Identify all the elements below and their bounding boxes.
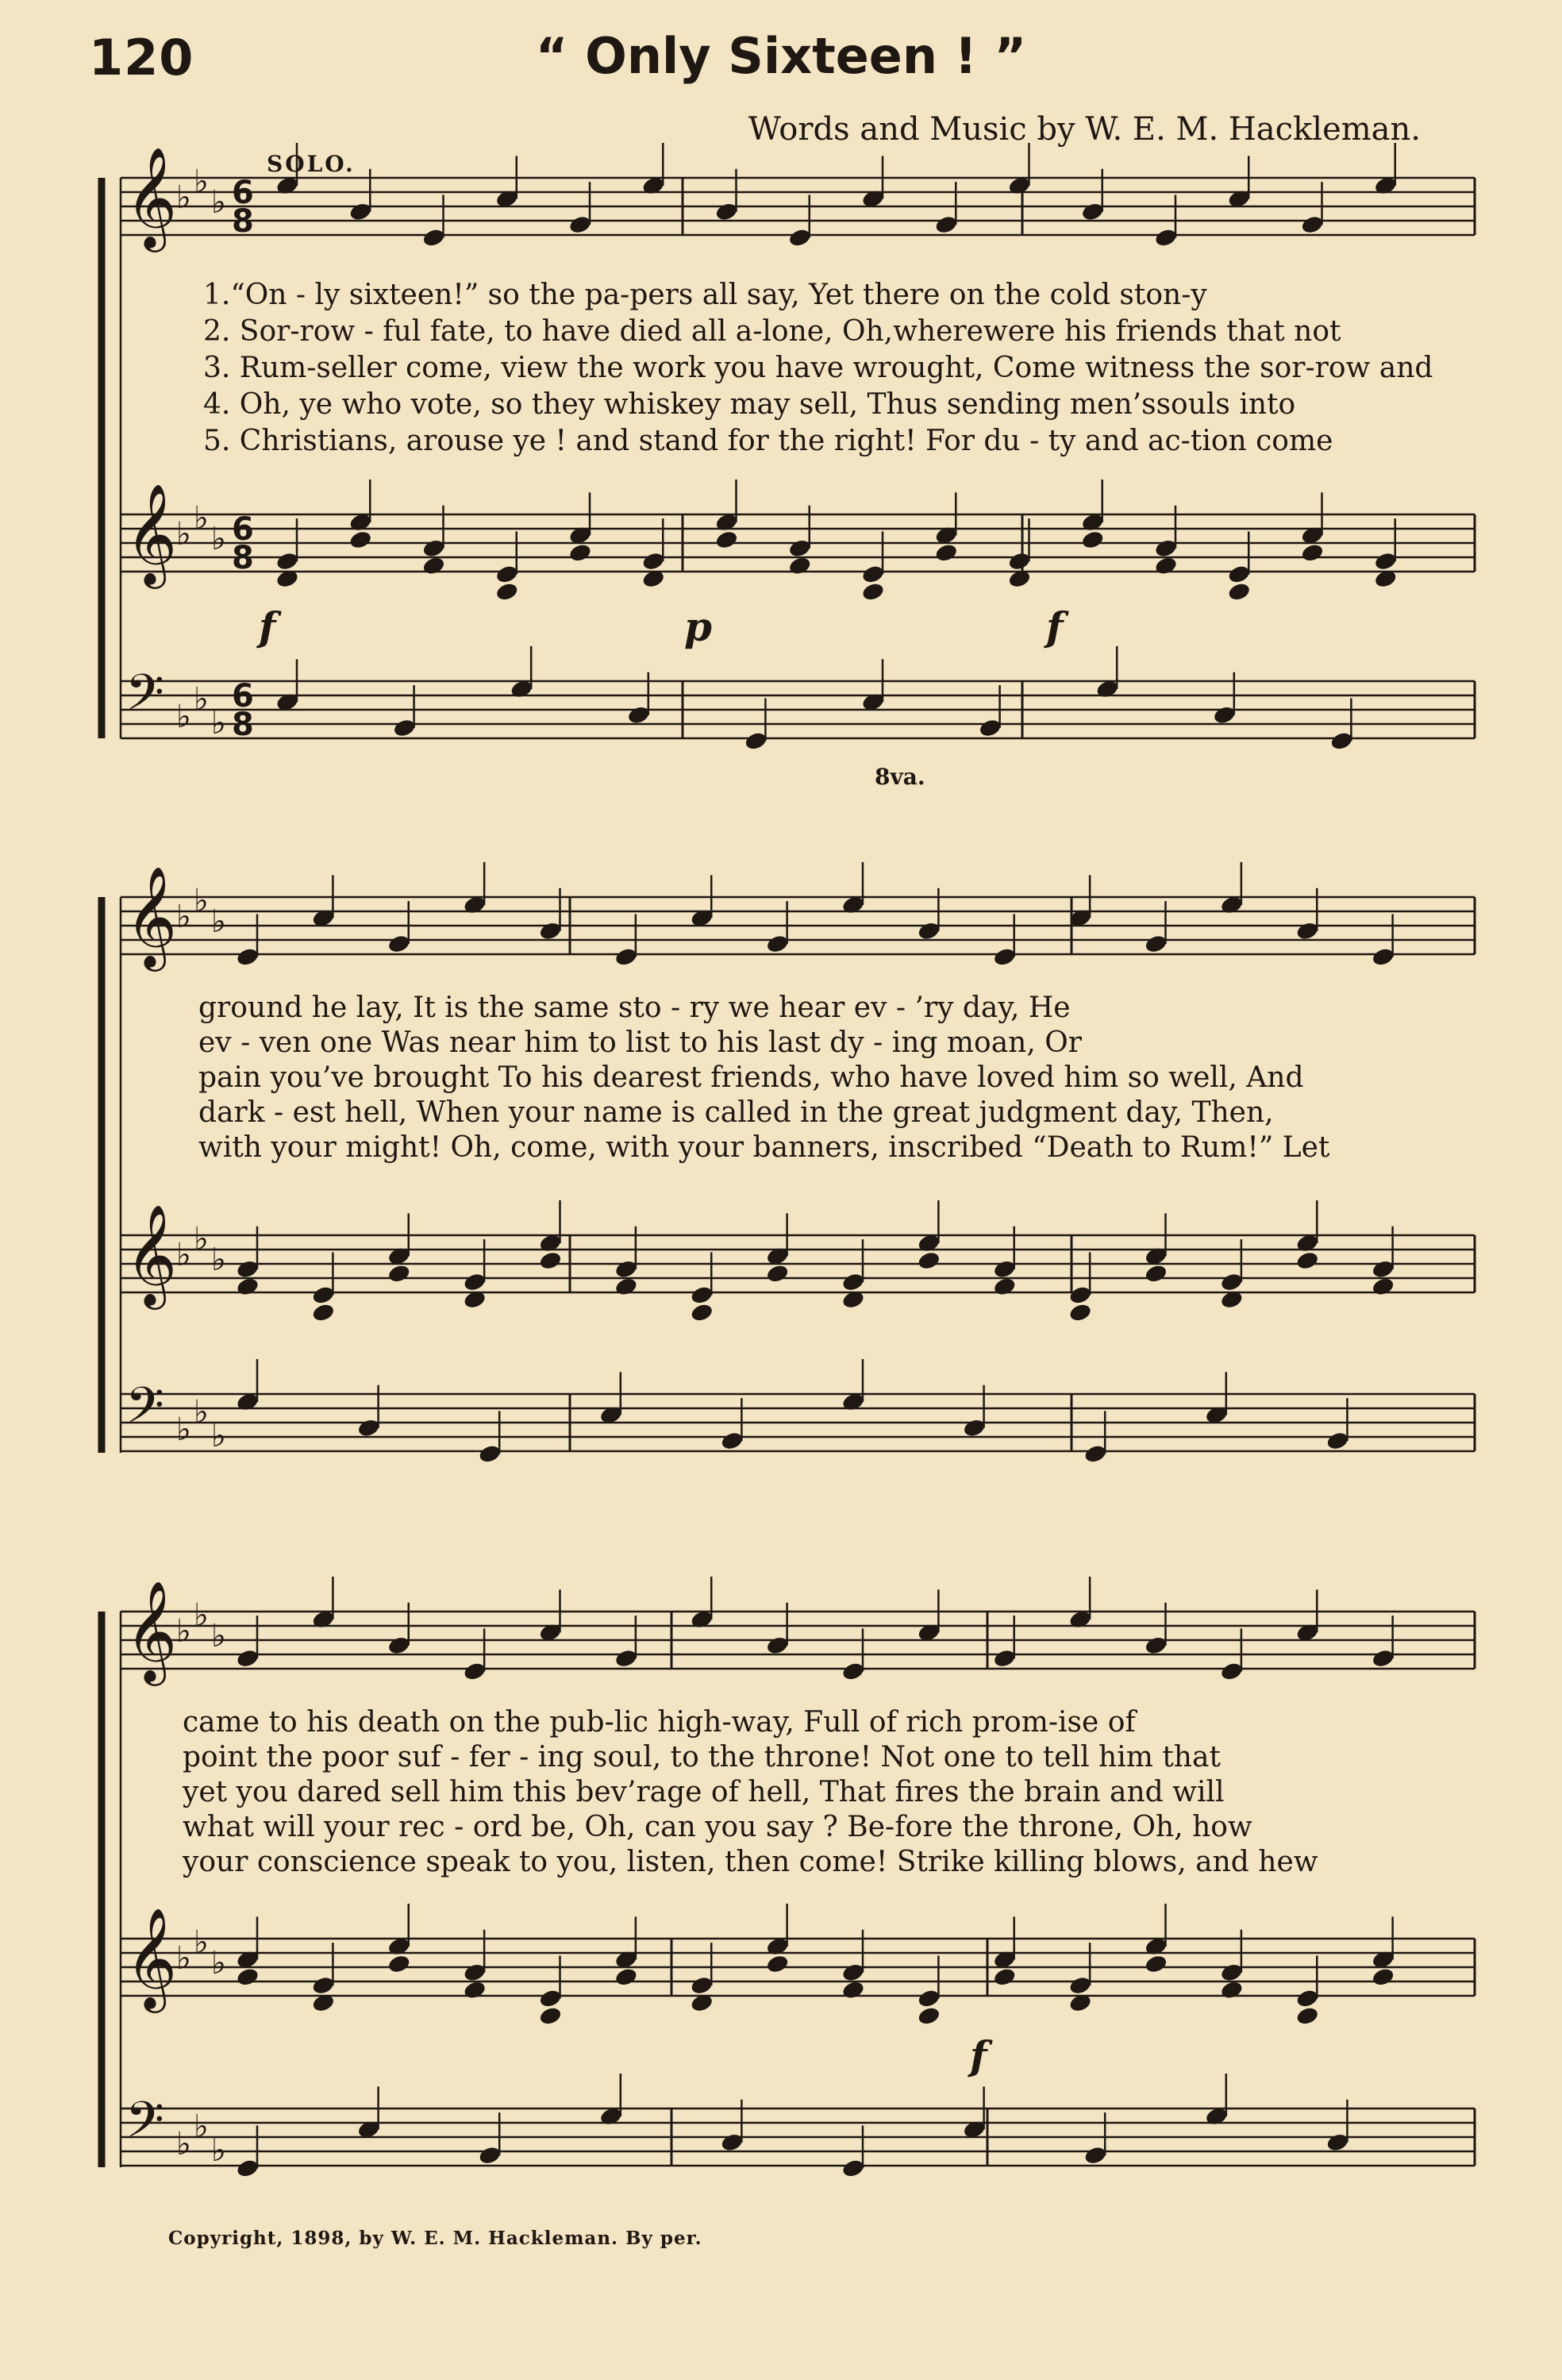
lyric-verse-2: point the poor suf - fer - ing soul, to the throne! Not one to tell him that [183,1741,1221,1773]
note-head [917,1250,941,1271]
flat-icon: ♭ [211,1242,226,1278]
note-head [568,542,593,563]
note-head [765,1263,790,1284]
lyric-verse-5: your conscience speak to you, listen, then come! Strike killing blows, and hew [183,1846,1318,1878]
note-head [236,1966,260,1987]
flat-icon: ♭ [194,500,209,537]
note-head [992,1966,1017,1987]
flat-icon: ♭ [211,184,226,221]
note-head [714,530,739,550]
note-head [494,581,519,602]
flat-icon: ♭ [176,1940,191,1977]
note-head [690,1302,714,1323]
time-signature: 6 [232,175,254,211]
note-head [538,1250,563,1271]
flat-icon: ♭ [211,521,226,557]
flat-icon: ♭ [176,699,191,735]
bass-clef-icon: 𝄢 [125,663,164,734]
note-head [387,1263,411,1284]
flat-icon: ♭ [194,1394,209,1431]
lyric-verse-5: 5. Christians, arouse ye ! and stand for the right! For du - ty and ac-tion come [203,425,1333,457]
composer-credit: Words and Music by W. E. M. Hackleman. [748,111,1421,148]
flat-icon: ♭ [194,1597,209,1634]
time-signature: 8 [232,203,254,240]
lyric-verse-4: 4. Oh, ye who vote, so they whiskey may sell, Thus sending men’ssouls into [203,388,1296,421]
note-head [861,581,886,602]
note-head [1080,530,1105,550]
flat-icon: ♭ [194,1924,209,1961]
treble-clef-icon: 𝄞 [125,483,178,584]
note-head [463,1980,487,2001]
flat-icon: ♭ [176,1613,191,1650]
lyric-verse-3: 3. Rum-seller come, view the work you have wrought, Come witness the sor-row and [203,352,1433,384]
note-head [348,530,373,550]
flat-icon: ♭ [211,705,226,741]
lyric-verse-5: with your might! Oh, come, with your banners, inscribed “Death to Rum!” Let [198,1131,1330,1164]
time-signature: 6 [232,678,254,714]
lyric-verse-1: 1.“On - ly sixteen!” so the pa-pers all say, Yet there on the cold ston-y [203,279,1207,311]
time-signature: 6 [232,511,254,548]
note-head [614,1966,638,1987]
note-head [1371,1277,1395,1297]
note-head [1144,1954,1168,1974]
lyric-verse-1: ground he lay, It is the same sto - ry we hear ev - ’ry day, He [198,992,1071,1024]
flat-icon: ♭ [176,899,191,935]
bass-clef-icon: 𝄢 [125,2090,164,2161]
flat-icon: ♭ [194,883,209,919]
hymn-title: “ Only Sixteen ! ” [535,27,1027,85]
note-head [934,542,959,563]
lyric-verse-2: 2. Sor-row - ful fate, to have died all a-lone, Oh,wherewere his friends that not [203,315,1341,348]
treble-clef-icon: 𝄞 [125,865,178,967]
note-head [387,1954,411,1974]
note-head [1300,542,1325,563]
flat-icon: ♭ [176,1411,191,1448]
ottava-marking: 8va. [875,764,925,790]
flat-icon: ♭ [194,1221,209,1257]
note-head [917,2005,941,2026]
note-head [1295,2005,1320,2026]
flat-icon: ♭ [176,1237,191,1273]
lyric-verse-1: came to his death on the pub-lic high-way, Full of rich prom-ise of [183,1706,1136,1739]
flat-icon: ♭ [211,2132,226,2169]
flat-icon: ♭ [211,1945,226,1981]
treble-clef-icon: 𝄞 [125,1203,178,1305]
note-head [787,556,812,576]
dynamic-forte: f [259,603,276,650]
flat-icon: ♭ [176,179,191,216]
solo-marking: SOLO. [267,151,356,177]
flat-icon: ♭ [211,903,226,940]
copyright-notice: Copyright, 1898, by W. E. M. Hackleman. By per. [168,2228,702,2249]
treble-clef-icon: 𝄞 [125,1580,178,1681]
note-head [421,556,446,576]
treble-clef-icon: 𝄞 [125,1907,178,2008]
note-head [1068,1302,1093,1323]
flat-icon: ♭ [194,681,209,718]
lyric-verse-4: what will your rec - ord be, Oh, can you say ? Be-fore the throne, Oh, how [183,1811,1252,1843]
lyric-verse-2: ev - ven one Was near him to list to his last dy - ing moan, Or [198,1026,1082,1059]
lyric-verse-3: pain you’ve brought To his dearest friends, who have loved him so well, And [198,1061,1304,1094]
lyric-verse-3: yet you dared sell him this bev’rage of hell, That fires the brain and will [183,1776,1225,1808]
note-head [614,1277,638,1297]
note-head [1219,1980,1244,2001]
dynamic-forte: f [1046,603,1064,650]
dynamic-forte: f [970,2032,987,2079]
treble-clef-icon: 𝄞 [125,146,178,248]
note-head [1144,1263,1168,1284]
note-head [311,1302,336,1323]
note-head [1371,1966,1395,1987]
time-signature: 8 [232,540,254,576]
flat-icon: ♭ [176,2126,191,2162]
note-head [1295,1250,1320,1271]
flat-icon: ♭ [211,1618,226,1654]
lyric-verse-4: dark - est hell, When your name is called in the great judgment day, Then, [198,1096,1274,1129]
note-head [992,1277,1017,1297]
flat-icon: ♭ [194,2108,209,2145]
flat-icon: ♭ [176,516,191,553]
bass-clef-icon: 𝄢 [125,1376,164,1446]
dynamic-piano: p [684,603,712,650]
note-head [538,2005,563,2026]
note-head [1154,556,1179,576]
note-head [236,1277,260,1297]
note-head [1227,581,1252,602]
flat-icon: ♭ [194,164,209,200]
note-head [765,1954,790,1974]
flat-icon: ♭ [211,1418,226,1454]
page-number: 120 [89,29,194,87]
time-signature: 8 [232,707,254,743]
note-head [841,1980,866,2001]
